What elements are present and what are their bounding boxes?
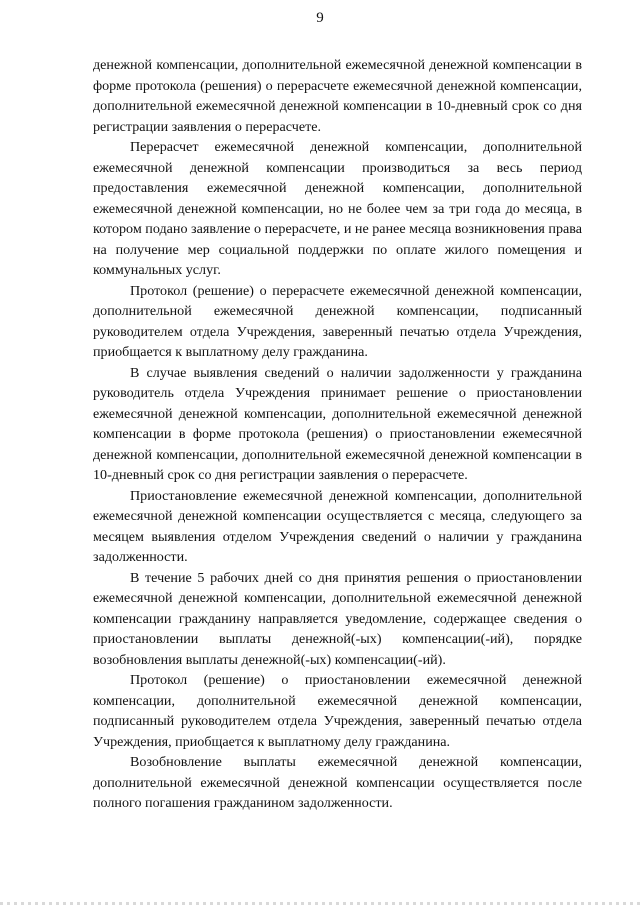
paragraph-suspension-protocol: Протокол (решение) о приостановлении ежемесячной денежной компенсации, дополнительной ежемесячной денежной компенсации, подписанный руководителем отдела Учреждения, заверенный печатью отдела Учреждения, приобщается к выплатному делу гражданина.	[93, 672, 582, 750]
paragraph-suspension-start: Приостановление ежемесячной денежной компенсации, дополнительной ежемесячной денежной компенсации осуществляется с месяца, следующего за месяцем выявления отделом Учреждения сведений о наличии у гражданина задолженности.	[93, 487, 582, 565]
paragraph-suspension-notice: В течение 5 рабочих дней со дня принятия решения о приостановлении ежемесячной денежной компенсации, дополнительной ежемесячной денежной компенсации гражданину направляется уведомление, содержащее сведения о приостановлении выплаты денежной(-ых) компенсации(-ий), порядке возобновления выплаты денежной(-ых) компенсации(-ий).	[93, 569, 582, 668]
paragraph-continuation: денежной компенсации, дополнительной ежемесячной денежной компенсации в форме протокола (решения) о перерасчете ежемесячной денежной компенсации, дополнительной ежемесячной денежной компенсации в 10-дневный срок со дня регистрации заявления о перерасчете.	[93, 57, 582, 135]
paragraph-debt-suspension-decision: В случае выявления сведений о наличии задолженности у гражданина руководитель отдела Учреждения принимает решение о приостановлении ежемесячной денежной компенсации, дополнительной ежемесячной денежной компенсации в форме протокола (решения) о приостановлении ежемесячной денежной компенсации, дополнительной ежемесячной денежной компенсации в 10-дневный срок со дня регистрации заявления о перерасчете.	[93, 364, 582, 483]
paragraph-payment-resumption: Возобновление выплаты ежемесячной денежной компенсации, дополнительной ежемесячной денежной компенсации осуществляется после полного погашения гражданином задолженности.	[93, 754, 582, 811]
document-body	[93, 55, 582, 814]
paragraph-recalculation-period: Перерасчет ежемесячной денежной компенсации, дополнительной ежемесячной денежной компенсации производиться за весь период предоставления ежемесячной денежной компенсации, дополнительной ежемесячной денежной компенсации, но не более чем за три года до месяца, в котором подано заявление о перерасчете, и не ранее месяца возникновения права на получение мер социальной поддержки по оплате жилого помещения и коммунальных услуг.	[93, 139, 582, 278]
paragraph-recalculation-protocol: Протокол (решение) о перерасчете ежемесячной денежной компенсации, дополнительной ежемесячной денежной компенсации, подписанный руководителем отдела Учреждения, заверенный печатью отдела Учреждения, приобщается к выплатному делу гражданина.	[93, 282, 582, 360]
page-number: 9	[316, 10, 324, 26]
